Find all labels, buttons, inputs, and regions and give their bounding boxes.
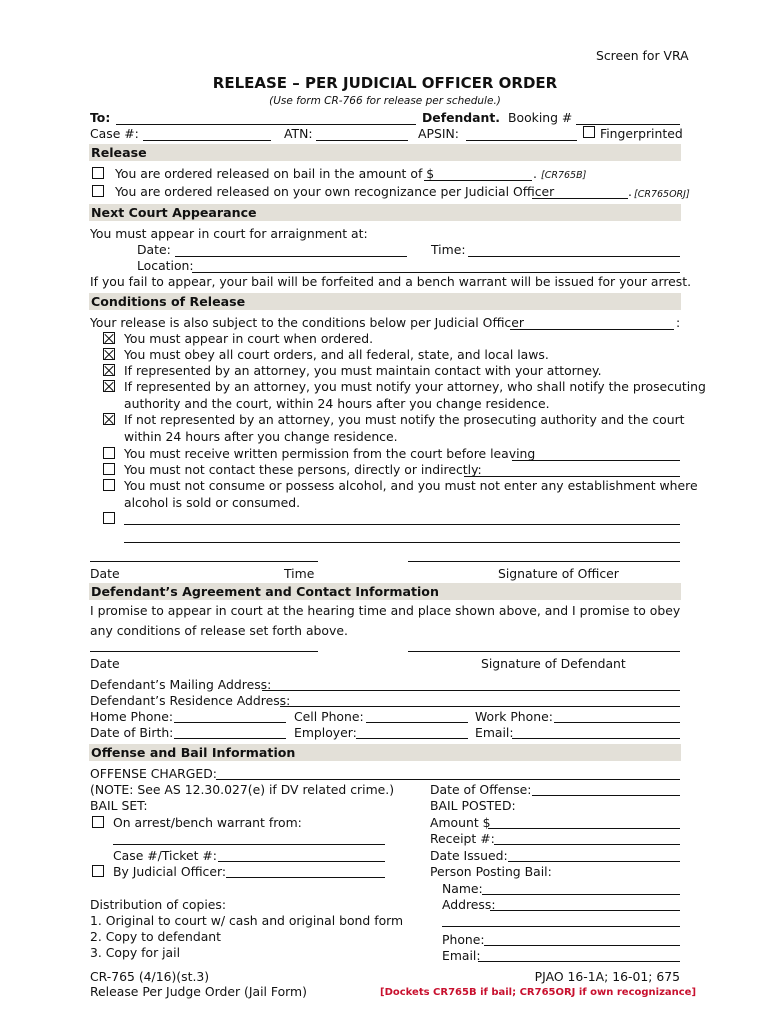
court-time-label: Time:: [431, 242, 466, 257]
poster-address-field-2[interactable]: [442, 926, 680, 927]
court-date-field[interactable]: [175, 256, 407, 257]
dockets-note: [Dockets CR765B if bail; CR765ORJ if own recognizance]: [380, 987, 697, 998]
residence-address-label: Defendant’s Residence Address:: [90, 693, 291, 708]
dob-label: Date of Birth:: [90, 725, 174, 740]
poster-phone-label: Phone:: [442, 932, 485, 947]
condition-other-field-2[interactable]: [124, 542, 680, 543]
email-label: Email:: [475, 725, 514, 740]
employer-field[interactable]: [356, 738, 468, 739]
copy-1: 1. Original to court w/ cash and original bond form: [90, 913, 404, 928]
case-label: Case #:: [90, 126, 139, 141]
bail-code: [CR765B]: [541, 170, 587, 181]
condition-1: You must appear in court when ordered.: [124, 331, 374, 346]
dob-field[interactable]: [174, 738, 286, 739]
condition-8-checkbox[interactable]: [103, 479, 115, 491]
condition-3-checkbox[interactable]: [103, 364, 115, 376]
arrest-warrant-field[interactable]: [113, 844, 385, 845]
officer-signature-label: Signature of Officer: [498, 566, 619, 581]
no-contact-field[interactable]: [464, 476, 680, 477]
home-phone-field[interactable]: [174, 722, 286, 723]
court-date-label: Date:: [137, 242, 171, 257]
leave-permission-field[interactable]: [512, 460, 680, 461]
condition-2: You must obey all court orders, and all federal, state, and local laws.: [124, 347, 549, 362]
email-field[interactable]: [512, 738, 680, 739]
colon: :: [676, 315, 681, 330]
conditions-section-header: Conditions of Release: [89, 293, 681, 310]
poster-email-label: Email:: [442, 948, 481, 963]
work-phone-label: Work Phone:: [475, 709, 553, 724]
date-issued-label: Date Issued:: [430, 848, 508, 863]
condition-6-checkbox[interactable]: [103, 447, 115, 459]
date-offense-label: Date of Offense:: [430, 782, 532, 797]
condition-4-checkbox[interactable]: [103, 380, 115, 392]
case-field[interactable]: [143, 140, 271, 141]
date-offense-field[interactable]: [532, 795, 680, 796]
home-phone-label: Home Phone:: [90, 709, 174, 724]
form-id: CR-765 (4/16)(st.3): [90, 969, 210, 984]
defendant-date-field[interactable]: [90, 651, 318, 652]
court-location-label: Location:: [137, 258, 194, 273]
condition-1-checkbox[interactable]: [103, 332, 115, 344]
screen-label: Screen for VRA: [596, 48, 689, 63]
judicial-officer-checkbox[interactable]: [92, 865, 104, 877]
to-label: To:: [90, 110, 111, 125]
arrest-warrant-label: On arrest/bench warrant from:: [113, 815, 302, 830]
conditions-intro: Your release is also subject to the conditions below per Judicial Officer: [90, 315, 524, 330]
apsin-field[interactable]: [466, 140, 577, 141]
bail-text: You are ordered released on bail in the amount of $: [115, 166, 435, 181]
fail-to-appear-warning: If you fail to appear, your bail will be forfeited and a bench warrant will be issued for your arrest.: [90, 274, 692, 289]
work-phone-field[interactable]: [554, 722, 680, 723]
release-section-header: Release: [89, 144, 681, 161]
copy-2: 2. Copy to defendant: [90, 929, 222, 944]
condition-other-checkbox[interactable]: [103, 512, 115, 524]
condition-3: If represented by an attorney, you must maintain contact with your attorney.: [124, 363, 602, 378]
fingerprinted-label: Fingerprinted: [600, 126, 683, 141]
arrest-warrant-checkbox[interactable]: [92, 816, 104, 828]
condition-8-cont: alcohol is sold or consumed.: [124, 495, 301, 510]
condition-5-checkbox[interactable]: [103, 413, 115, 425]
bail-checkbox[interactable]: [92, 167, 104, 179]
amount-label: Amount $: [430, 815, 491, 830]
bail-posted-label: BAIL POSTED:: [430, 798, 516, 813]
next-court-section-header: Next Court Appearance: [89, 204, 681, 221]
poster-email-field[interactable]: [478, 961, 680, 962]
offense-charged-field[interactable]: [216, 779, 680, 780]
condition-5-cont: within 24 hours after you change residence.: [124, 429, 398, 444]
officer-signature-field[interactable]: [408, 561, 680, 562]
booking-field[interactable]: [576, 124, 680, 125]
condition-7: You must not contact these persons, directly or indirectly:: [124, 462, 482, 477]
agreement-text-1: I promise to appear in court at the hearing time and place shown above, and I promise to obey: [90, 603, 681, 618]
form-title: RELEASE – PER JUDICIAL OFFICER ORDER: [212, 74, 558, 92]
judicial-officer-field[interactable]: [226, 877, 385, 878]
defendant-label: Defendant.: [422, 110, 500, 125]
employer-label: Employer:: [294, 725, 357, 740]
defendant-date-label: Date: [90, 656, 120, 671]
officer-date-field[interactable]: [90, 561, 318, 562]
agreement-text-2: any conditions of release set forth above.: [90, 623, 348, 638]
condition-other-field-1[interactable]: [124, 524, 680, 525]
agreement-section-header: Defendant’s Agreement and Contact Information: [89, 583, 681, 600]
condition-8: You must not consume or possess alcohol, and you must not enter any establishment where: [124, 478, 698, 493]
atn-label: ATN:: [284, 126, 313, 141]
court-location-field[interactable]: [192, 272, 680, 273]
form-subtitle: (Use form CR-766 for release per schedule.): [269, 95, 501, 107]
own-code: [CR765ORJ]: [634, 189, 690, 200]
judicial-officer-label: By Judicial Officer:: [113, 864, 227, 879]
dv-note: (NOTE: See AS 12.30.027(e) if DV related crime.): [90, 782, 395, 797]
condition-7-checkbox[interactable]: [103, 463, 115, 475]
copy-3: 3. Copy for jail: [90, 945, 181, 960]
court-time-field[interactable]: [468, 256, 680, 257]
condition-2-checkbox[interactable]: [103, 348, 115, 360]
mailing-address-label: Defendant’s Mailing Address:: [90, 677, 272, 692]
poster-name-field[interactable]: [482, 894, 680, 895]
mailing-address-field[interactable]: [262, 690, 680, 691]
condition-4-cont: authority and the court, within 24 hours after you change residence.: [124, 396, 550, 411]
receipt-label: Receipt #:: [430, 831, 495, 846]
defendant-signature-label: Signature of Defendant: [481, 656, 626, 671]
own-recognizance-checkbox[interactable]: [92, 185, 104, 197]
apsin-label: APSIN:: [418, 126, 459, 141]
poster-phone-field[interactable]: [484, 945, 680, 946]
defendant-signature-field[interactable]: [408, 651, 680, 652]
bail-amount-field[interactable]: [424, 180, 532, 181]
amount-field[interactable]: [488, 828, 680, 829]
condition-5: If not represented by an attorney, you must notify the prosecuting authority and the court: [124, 412, 685, 427]
date-issued-field[interactable]: [508, 861, 680, 862]
person-posting-label: Person Posting Bail:: [430, 864, 552, 879]
booking-label: Booking #: [508, 110, 573, 125]
atn-field[interactable]: [316, 140, 408, 141]
offense-section-header: Offense and Bail Information: [89, 744, 681, 761]
offense-charged-label: OFFENSE CHARGED:: [90, 766, 217, 781]
bail-set-label: BAIL SET:: [90, 798, 148, 813]
cell-phone-field[interactable]: [366, 722, 468, 723]
case-ticket-label: Case #/Ticket #:: [113, 848, 217, 863]
arraignment-intro: You must appear in court for arraignment at:: [90, 226, 368, 241]
case-ticket-field[interactable]: [218, 861, 385, 862]
officer-date-label: Date: [90, 566, 120, 581]
to-field[interactable]: [116, 124, 416, 125]
condition-4: If represented by an attorney, you must notify your attorney, who shall notify the prosecuting: [124, 379, 706, 394]
cell-phone-label: Cell Phone:: [294, 709, 364, 724]
condition-6: You must receive written permission from the court before leaving: [124, 446, 536, 461]
officer-time-label: Time: [284, 566, 315, 581]
poster-address-field-1[interactable]: [490, 910, 680, 911]
poster-name-label: Name:: [442, 881, 483, 896]
receipt-field[interactable]: [494, 844, 680, 845]
distribution-label: Distribution of copies:: [90, 897, 227, 912]
conditions-officer-field[interactable]: [510, 329, 674, 330]
fingerprinted-checkbox[interactable]: [583, 126, 595, 138]
own-officer-field[interactable]: [532, 198, 628, 199]
residence-address-field[interactable]: [280, 706, 680, 707]
poster-address-label: Address:: [442, 897, 496, 912]
pjao-code: PJAO 16-1A; 16-01; 675: [534, 969, 680, 984]
own-recognizance-text: You are ordered released on your own recognizance per Judicial Officer: [115, 184, 555, 199]
form-name: Release Per Judge Order (Jail Form): [90, 984, 307, 999]
